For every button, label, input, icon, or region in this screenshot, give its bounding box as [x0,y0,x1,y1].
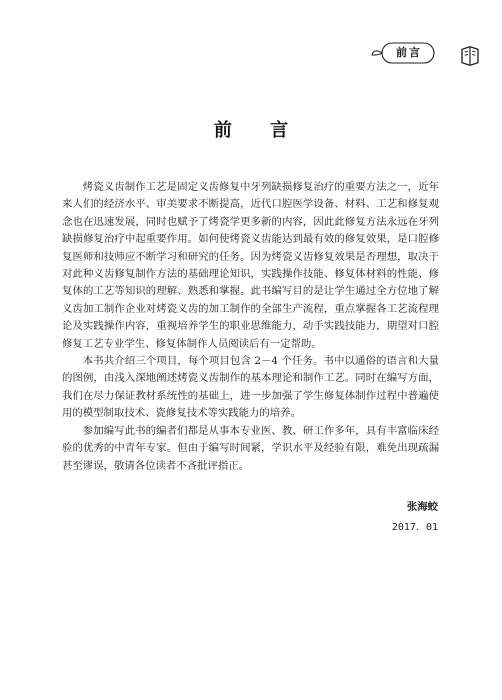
book-icon [432,44,448,62]
author-name: 张海蛟 [406,501,438,513]
paragraph: 参加编写此书的编者们都是从事本专业医、教、研工作多年，具有丰富临床经验的优秀的中青年专家。但由于编写时间紧，学识水平及经验有限，难免出现疏漏甚至谬误，敬请各位读者不吝批评指正。 [62,424,439,472]
paragraph: 本书共介绍三个项目，每个项目包含 2－4 个任务。书中以通俗的语言和大量的图例，由浅入深地阐述烤瓷义齿制作的基本理论和制作工艺。同时在编写方面，我们在尽力保证教材系统性的基础上，进一步加强了学生修复体制作过程中普遍使用的模型制取技术、瓷修复技术等实践能力的培养。 [62,355,439,420]
paragraph: 烤瓷义齿制作工艺是固定义齿修复中牙列缺损修复治疗的重要方法之一，近年来人们的经济水平、审美要求不断提高，近代口腔医学设备、材料、工艺和修复观念也在迅速发展，同时也赋予了烤瓷学更多新的内容，因此此修复方法永远在牙列缺损修复治疗中起重要作用。如何使烤瓷义齿能达到最有效的修复效果，是口腔修复医师和技师应不断学习和研究的任务。因为烤瓷义齿修复效果是否理想，取决于对此种义齿修复制作方法的基础理论知识，实践操作技能、修复体材料的性能、修复体的工艺等知识的理解、熟悉和掌握。此书编写目的是让学生通过全方位地了解义齿加工制作企业对烤瓷义齿的加工制作的全部生产流程，重点掌握各工艺流程理论及实践操作内容，重视培养学生的职业思维能力，动手实践技能力，期望对口腔修复工艺专业学生、修复体制作人员阅读后有一定帮助。 [62,181,439,350]
preface-body [62,179,439,475]
page-title: 前 言 [213,120,305,141]
section-header-tab [372,41,448,65]
header-label: 前言 [396,46,422,59]
signature-block [392,499,438,537]
signature-date: 2017．01 [391,522,438,534]
